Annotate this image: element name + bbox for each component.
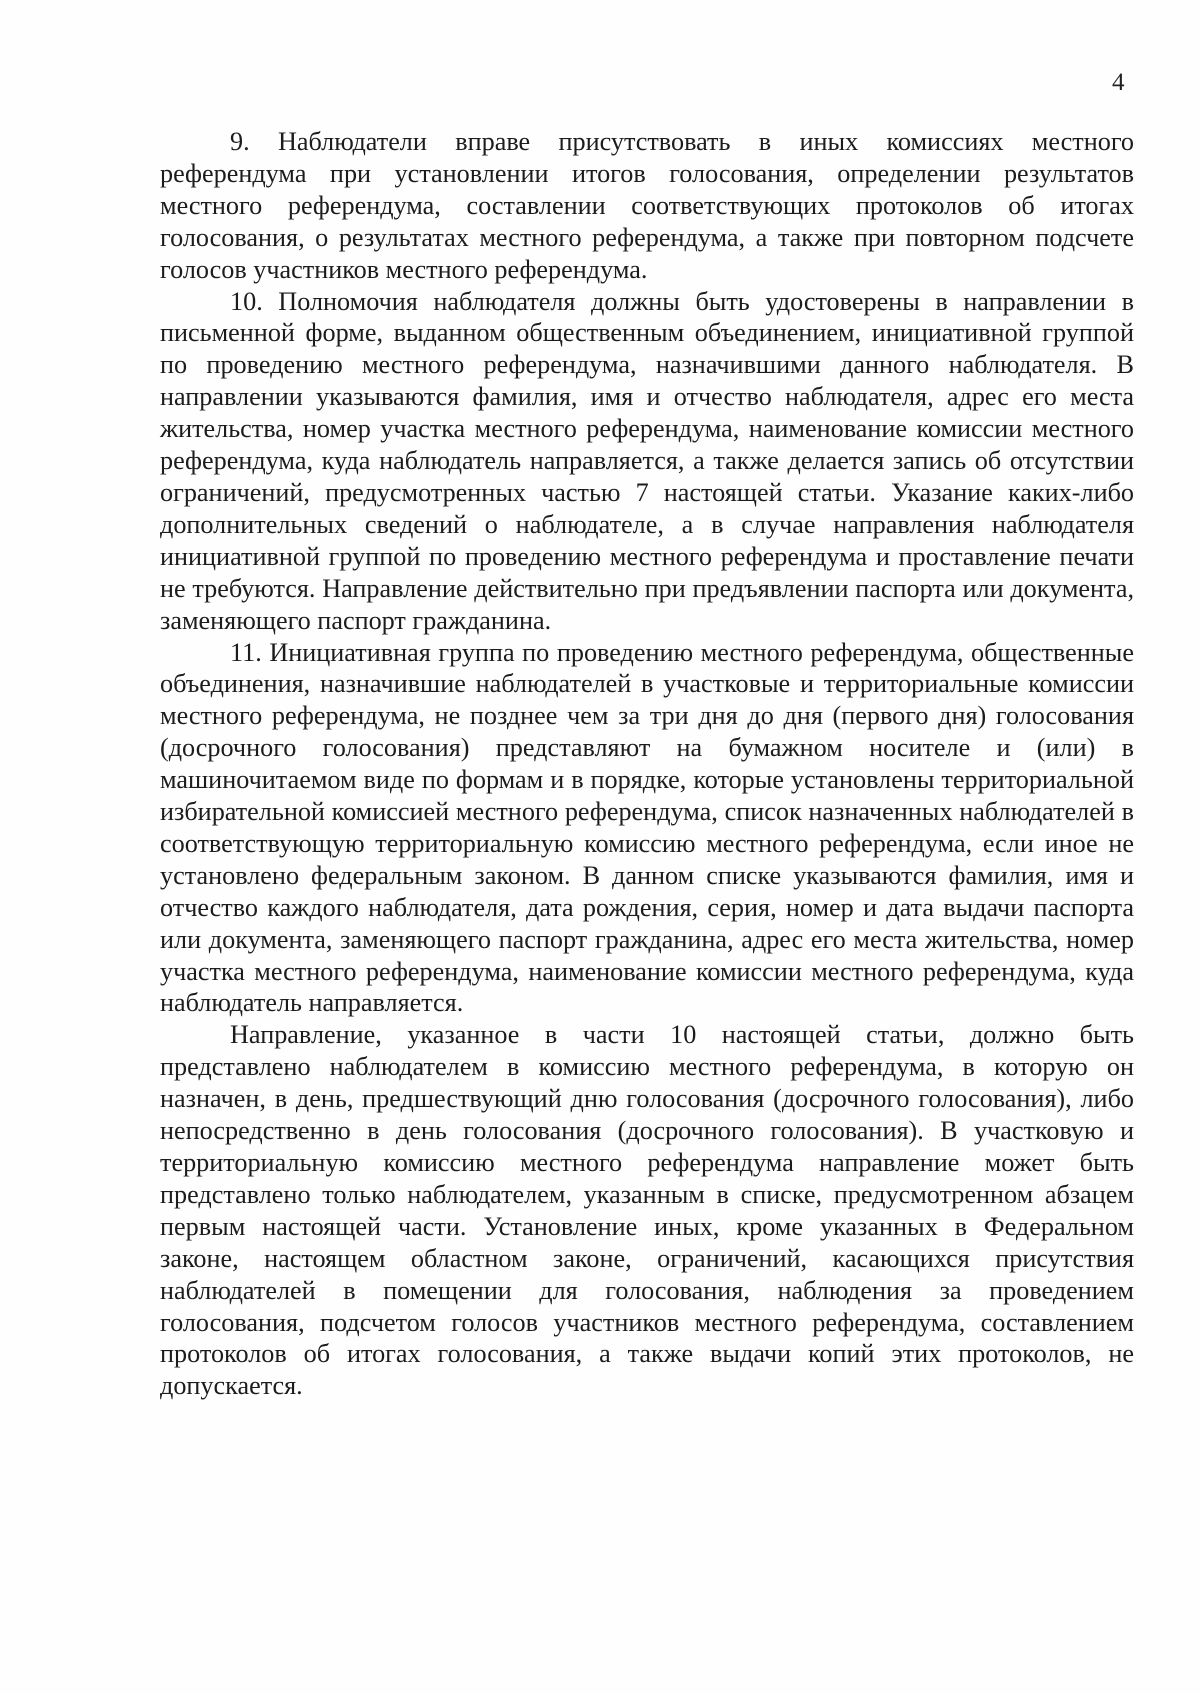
paragraph-item-10: 10. Полномочия наблюдателя должны быть удостоверены в направлении в письменной форме, выданном общественным объединением, инициативной группой по проведению местного референдума, назначившими данного наблюдателя. В направлении указываются фамилия, имя и отчество наблюдателя, адрес его места жительства, номер участка местного референдума, наименование комиссии местного референдума, куда наблюдатель направляется, а также делается запись об отсутствии ограничений, предусмотренных частью 7 настоящей статьи. Указание каких-либо дополнительных сведений о наблюдателе, а в случае направления наблюдателя инициативной группой по проведению местного референдума и проставление печати не требуются. Направление действительно при предъявлении паспорта или документа, заменяющего паспорт гражданина. [160,286,1134,635]
document-body [160,126,1134,1402]
paragraph-item-9: 9. Наблюдатели вправе присутствовать в иных комиссиях местного референдума при установлении итогов голосования, определении результатов местного референдума, составлении соответствующих протоколов об итогах голосования, о результатах местного референдума, а также при повторном подсчете голосов участников местного референдума. [160,127,1134,284]
page-number: 4 [1112,69,1125,96]
paragraph-direction-submission: Направление, указанное в части 10 настоящей статьи, должно быть представлено наблюдателем в комиссию местного референдума, в которую он назначен, в день, предшествующий дню голосования (досрочного голосования), либо непосредственно в день голосования (досрочного голосования). В участковую и территориальную комиссию местного референдума направление может быть представлено только наблюдателем, указанным в списке, предусмотренном абзацем первым настоящей части. Установление иных, кроме указанных в Федеральном законе, настоящем областном законе, ограничений, касающихся присутствия наблюдателей в помещении для голосования, наблюдения за проведением голосования, подсчетом голосов участников местного референдума, составлением протоколов об итогах голосования, а также выдачи копий этих протоколов, не допускается. [160,1020,1134,1401]
paragraph-item-11: 11. Инициативная группа по проведению местного референдума, общественные объединения, назначившие наблюдателей в участковые и территориальные комиссии местного референдума, не позднее чем за три дня до дня (первого дня) голосования (досрочного голосования) представляют на бумажном носителе и (или) в машиночитаемом виде по формам и в порядке, которые установлены территориальной избирательной комиссией местного референдума, список назначенных наблюдателей в соответствующую территориальную комиссию местного референдума, если иное не установлено федеральным законом. В данном списке указываются фамилия, имя и отчество каждого наблюдателя, дата рождения, серия, номер и дата выдачи паспорта или документа, заменяющего паспорт гражданина, адрес его места жительства, номер участка местного референдума, наименование комиссии местного референдума, куда наблюдатель направляется. [160,637,1134,1018]
